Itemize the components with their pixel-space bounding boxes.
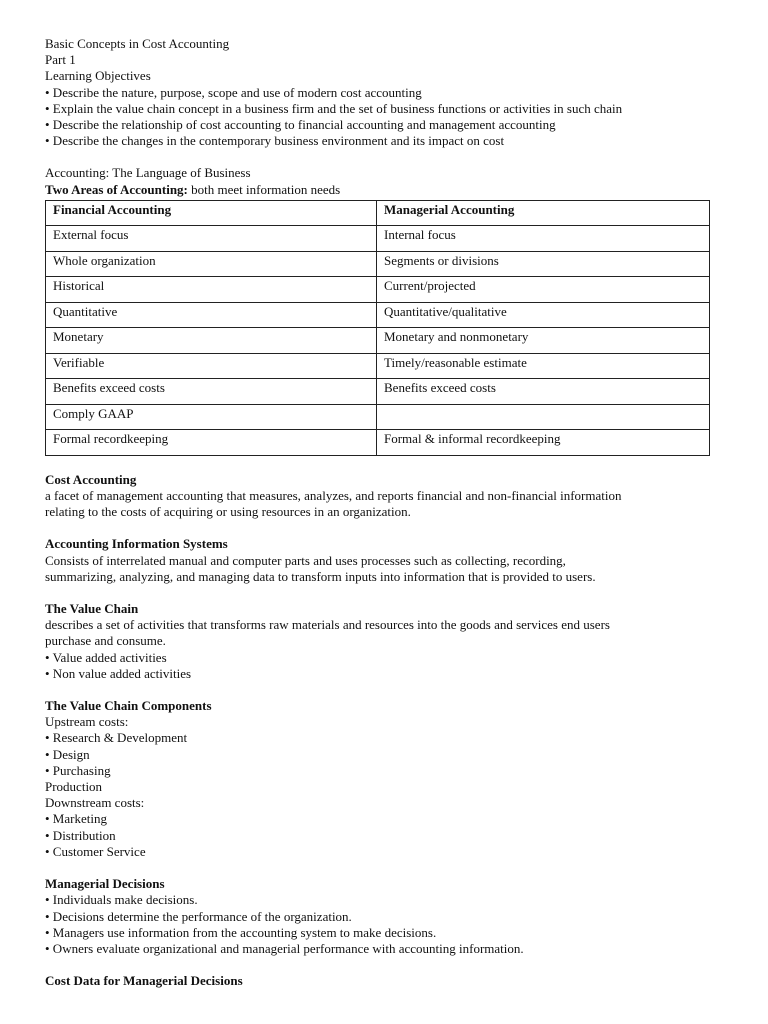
table-cell: Timely/reasonable estimate <box>377 353 710 379</box>
table-row <box>46 353 710 379</box>
value-chain-text: describes a set of activities that transforms raw materials and resources into the goods and services end users <box>45 617 610 633</box>
components-heading: The Value Chain Components <box>45 698 212 714</box>
document-title: Basic Concepts in Cost Accounting <box>45 36 230 51</box>
table-row <box>46 226 710 252</box>
components-line: Upstream costs: <box>45 714 129 730</box>
table-cell: Quantitative/qualitative <box>377 302 710 328</box>
ais-text: summarizing, analyzing, and managing data to transform inputs into information that is provided to users. <box>45 568 596 584</box>
table-row <box>46 379 710 405</box>
components-line: • Purchasing <box>45 762 111 778</box>
table-row <box>46 277 710 303</box>
table-row <box>46 430 710 456</box>
table-cell: Historical <box>46 277 377 303</box>
table-header-row <box>46 200 710 226</box>
decisions-item: • Individuals make decisions. <box>45 892 198 908</box>
table-cell: Segments or divisions <box>377 251 710 277</box>
components-line: • Distribution <box>45 827 116 843</box>
cost-accounting-text: relating to the costs of acquiring or using resources in an organization. <box>45 504 411 520</box>
table-cell: Current/projected <box>377 277 710 303</box>
accounting-comparison-table <box>45 200 710 456</box>
table-cell: Quantitative <box>46 302 377 328</box>
table-cell: Whole organization <box>46 251 377 277</box>
areas-heading-bold: Two Areas of Accounting: <box>45 181 188 197</box>
table-cell: Formal & informal recordkeeping <box>377 430 710 456</box>
components-line: • Customer Service <box>45 843 146 859</box>
areas-heading <box>45 182 725 198</box>
components-line: • Design <box>45 746 90 762</box>
table-cell: Monetary and nonmonetary <box>377 328 710 354</box>
cost-accounting-heading: Cost Accounting <box>45 471 137 487</box>
ais-heading: Accounting Information Systems <box>45 536 228 552</box>
objective-item: • Describe the nature, purpose, scope and use of modern cost accounting <box>45 84 422 100</box>
cost-accounting-text: a facet of management accounting that measures, analyzes, and reports financial and non-financial information <box>45 488 622 504</box>
components-line: Production <box>45 779 103 795</box>
table-row <box>46 302 710 328</box>
document-page <box>45 36 725 989</box>
value-chain-item: • Non value added activities <box>45 665 192 681</box>
ais-text: Consists of interrelated manual and computer parts and uses processes such as collecting, recording, <box>45 552 566 568</box>
cost-data-heading: Cost Data for Managerial Decisions <box>45 973 243 989</box>
table-cell <box>377 404 710 430</box>
decisions-heading: Managerial Decisions <box>45 876 165 892</box>
decisions-item: • Decisions determine the performance of the organization. <box>45 908 352 924</box>
table-header-cell: Managerial Accounting <box>377 200 710 226</box>
table-cell: External focus <box>46 226 377 252</box>
table-row <box>46 328 710 354</box>
components-line: • Research & Development <box>45 730 188 746</box>
objectives-heading: Learning Objectives <box>45 68 151 84</box>
decisions-item: • Managers use information from the accounting system to make decisions. <box>45 924 437 940</box>
table-cell: Verifiable <box>46 353 377 379</box>
table-cell: Internal focus <box>377 226 710 252</box>
table-row <box>46 251 710 277</box>
table-cell: Monetary <box>46 328 377 354</box>
part-label: Part 1 <box>45 52 76 68</box>
table-header-cell: Financial Accounting <box>46 200 377 226</box>
components-line: • Marketing <box>45 811 107 827</box>
table-row <box>46 404 710 430</box>
components-line: Downstream costs: <box>45 795 145 811</box>
table-cell: Benefits exceed costs <box>377 379 710 405</box>
areas-heading-rest: both meet information needs <box>187 181 341 197</box>
value-chain-text: purchase and consume. <box>45 633 166 649</box>
objective-item: • Explain the value chain concept in a business firm and the set of business functions or activities in such chain <box>45 100 623 116</box>
table-cell: Formal recordkeeping <box>46 430 377 456</box>
areas-intro: Accounting: The Language of Business <box>45 165 251 181</box>
decisions-item: • Owners evaluate organizational and managerial performance with accounting information. <box>45 940 524 956</box>
table-cell: Benefits exceed costs <box>46 379 377 405</box>
table-cell: Comply GAAP <box>46 404 377 430</box>
value-chain-heading: The Value Chain <box>45 601 139 617</box>
value-chain-item: • Value added activities <box>45 649 167 665</box>
objective-item: • Describe the relationship of cost accounting to financial accounting and management accounting <box>45 117 556 133</box>
objective-item: • Describe the changes in the contemporary business environment and its impact on cost <box>45 133 505 149</box>
